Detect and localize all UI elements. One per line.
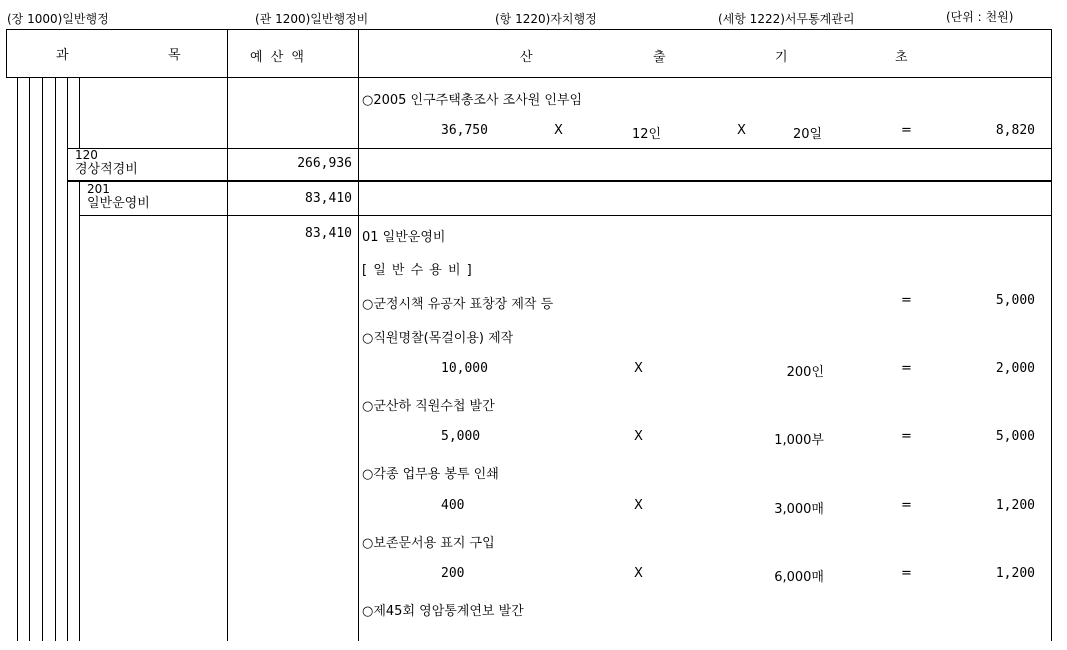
code120-amount: 266,936 <box>297 156 352 171</box>
s2-calc-eq: = <box>901 566 912 581</box>
tree-line <box>17 78 18 641</box>
s1-eq: = <box>901 123 912 138</box>
s1-a: 36,750 <box>441 123 488 138</box>
hang-label: (항 1220)자치행정 <box>495 12 597 26</box>
s2-calc-b: 6,000매 <box>774 570 824 585</box>
header-gwa: 과 <box>56 48 69 63</box>
code201-code: 201 <box>87 182 110 196</box>
code201-amount: 83,410 <box>305 191 352 206</box>
s2-calc-eq: = <box>901 361 912 376</box>
s2-calc-eq: = <box>901 498 912 513</box>
unit-label: (단위 : 천원) <box>946 10 1014 24</box>
s1-total: 8,820 <box>995 123 1035 138</box>
s2-calc-total: 2,000 <box>995 361 1035 376</box>
s2-amount: 83,410 <box>305 226 352 241</box>
sehang-label: (세항 1222)서무통계관리 <box>718 12 855 26</box>
s2-item-label: ○보존문서용 표지 구입 <box>362 536 495 551</box>
budget-col-left <box>227 29 228 641</box>
s2-item-label: ○직원명찰(목걸이용) 제작 <box>362 331 514 346</box>
s2-calc-a: 200 <box>441 566 465 581</box>
s2-calc-b: 3,000매 <box>774 502 824 517</box>
s2-calc-x: X <box>634 361 643 376</box>
s2-calc-total: 1,200 <box>995 498 1035 513</box>
tree-line <box>42 78 43 641</box>
s2-calc-x: X <box>634 566 643 581</box>
s1-item: ○2005 인구주택총조사 조사원 인부임 <box>362 93 583 108</box>
row120-top <box>68 148 1052 149</box>
gwan-label: (관 1200)일반행정비 <box>255 12 369 26</box>
code120-name: 경상적경비 <box>75 162 138 177</box>
s1-c: 20일 <box>793 127 823 142</box>
s2-item-label: ○군산하 직원수첩 발간 <box>362 399 495 414</box>
tree-line <box>79 182 80 641</box>
s2-calc-a: 10,000 <box>441 361 488 376</box>
s2-calc-b: 200인 <box>786 365 824 380</box>
s2-calc-x: X <box>634 429 643 444</box>
table-left-border <box>6 29 7 78</box>
s1-x1: X <box>554 123 563 138</box>
s2-item-total: 5,000 <box>995 293 1035 308</box>
s2-calc-a: 400 <box>441 498 465 513</box>
s2-calc-a: 5,000 <box>441 429 481 444</box>
s2-calc-total: 5,000 <box>995 429 1035 444</box>
jang-label: (장 1000)일반행정 <box>7 12 109 26</box>
row120-bottom <box>68 180 1052 182</box>
budget-col-right <box>358 29 359 641</box>
code120-code: 120 <box>75 148 98 162</box>
header-basis-1: 산 <box>520 50 533 65</box>
s2-item-label: ○각종 업무용 봉투 인쇄 <box>362 467 499 482</box>
tree-line <box>67 78 68 641</box>
header-budget: 예 산 액 <box>250 50 306 65</box>
table-top-border <box>6 29 1052 30</box>
table-right-border <box>1051 29 1052 641</box>
header-basis-3: 기 <box>775 50 788 65</box>
code201-name: 일반운영비 <box>87 196 150 211</box>
s2-sub: [ 일 반 수 용 비 ] <box>362 263 473 278</box>
header-basis-4: 초 <box>895 50 908 65</box>
s2-item-label: ○군정시책 유공자 표창장 제작 등 <box>362 297 554 312</box>
header-mok: 목 <box>168 48 181 63</box>
s2-title: 01 일반운영비 <box>362 230 446 245</box>
s2-item-label: ○제45회 영암통계연보 발간 <box>362 604 524 619</box>
tree-line <box>55 78 56 641</box>
row201-bottom <box>80 215 1052 216</box>
s2-item-eq: = <box>901 293 912 308</box>
s1-b: 12인 <box>632 127 662 142</box>
s2-calc-x: X <box>634 498 643 513</box>
s2-calc-total: 1,200 <box>995 566 1035 581</box>
header-bottom-border <box>6 77 1052 78</box>
tree-line <box>29 78 30 641</box>
s2-calc-b: 1,000부 <box>774 433 824 448</box>
header-basis-2: 출 <box>653 50 666 65</box>
tree-line <box>79 78 80 148</box>
s1-x2: X <box>737 123 746 138</box>
s2-calc-eq: = <box>901 429 912 444</box>
